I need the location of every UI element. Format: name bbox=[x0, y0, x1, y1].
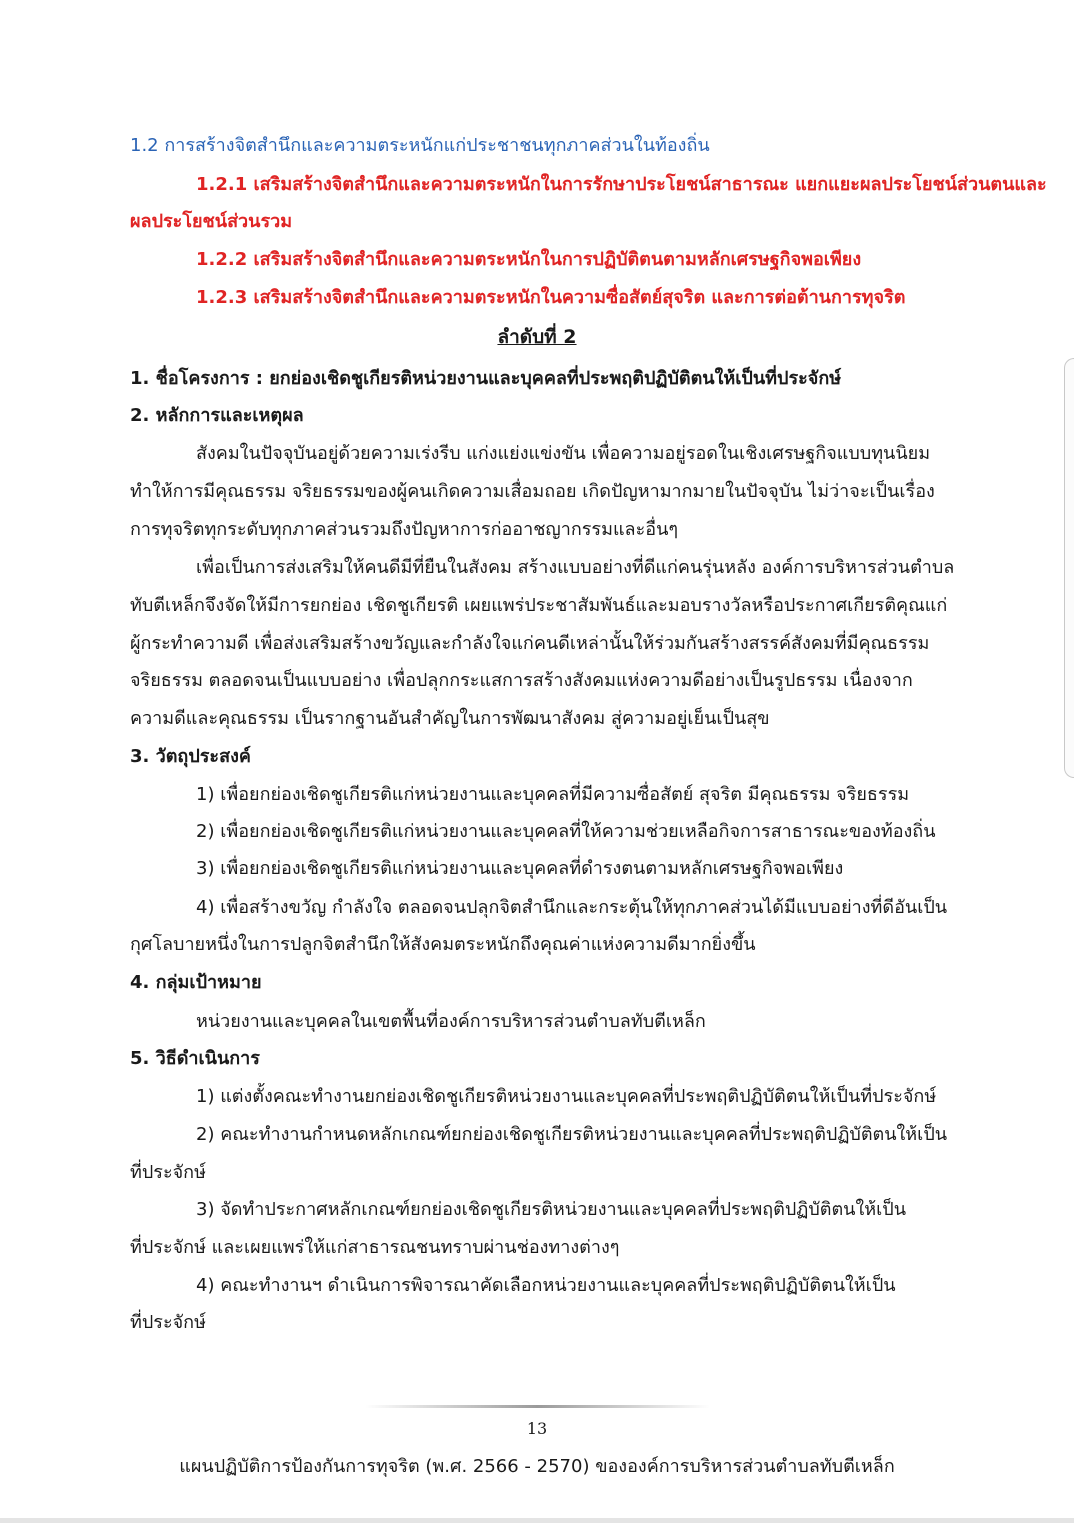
principles-heading: 2. หลักการและเหตุผล bbox=[130, 405, 304, 426]
method-item: 2) คณะทำงานกำหนดหลักเกณฑ์ยกย่องเชิดชูเกียรติหน่วยงานและบุคคลที่ประพฤติปฏิบัติตนให้เป็น bbox=[196, 1124, 948, 1145]
method-item: 1) แต่งตั้งคณะทำงานยกย่องเชิดชูเกียรติหน่วยงานและบุคคลที่ประพฤติปฏิบัติตนให้เป็นที่ประจักษ์ bbox=[196, 1086, 937, 1107]
method-item-cont: ที่ประจักษ์ bbox=[130, 1162, 206, 1183]
subsection-1-2-1-cont: ผลประโยชน์ส่วนรวม bbox=[130, 211, 293, 232]
principles-line: เพื่อเป็นการส่งเสริมให้คนดีมีที่ยืนในสังคม สร้างแบบอย่างที่ดีแก่คนรุ่นหลัง องค์การบริหารส่วนตำบล bbox=[196, 557, 955, 578]
target-heading: 4. กลุ่มเป้าหมาย bbox=[130, 972, 262, 993]
principles-line: ผู้กระทำความดี เพื่อส่งเสริมสร้างขวัญและกำลังใจแก่คนดีเหล่านั้นให้ร่วมกันสร้างสรรค์สังคมที่มีคุณธรรม bbox=[130, 633, 930, 654]
subsection-1-2-1: 1.2.1 เสริมสร้างจิตสำนึกและความตระหนักในการรักษาประโยชน์สาธารณะ แยกแยะผลประโยชน์ส่วนตนและ bbox=[196, 174, 1047, 195]
objective-item: 4) เพื่อสร้างขวัญ กำลังใจ ตลอดจนปลุกจิตสำนึกและกระตุ้นให้ทุกภาคส่วนได้มีแบบอย่างที่ดีอันเป็น bbox=[196, 897, 948, 918]
project-name: 1. ชื่อโครงการ : ยกย่องเชิดชูเกียรติหน่วยงานและบุคคลที่ประพฤติปฏิบัติตนให้เป็นที่ประจักษ์ bbox=[130, 368, 842, 389]
footer-text: แผนปฏิบัติการป้องกันการทุจริต (พ.ศ. 2566 - 2570) ขององค์การบริหารส่วนตำบลทับตีเหล็ก bbox=[179, 1456, 895, 1477]
objectives-heading: 3. วัตถุประสงค์ bbox=[130, 746, 251, 767]
bottom-edge-bar bbox=[0, 1518, 1074, 1523]
page-number: 13 bbox=[526, 1419, 548, 1438]
principles-line: การทุจริตทุกระดับทุกภาคส่วนรวมถึงปัญหาการก่ออาชญากรรมและอื่นๆ bbox=[130, 519, 679, 540]
principles-line: ทำให้การมีคุณธรรม จริยธรรมของผู้คนเกิดความเสื่อมถอย เกิดปัญหามากมายในปัจจุบัน ไม่ว่าจะเป็นเรื่อง bbox=[130, 481, 935, 502]
edge-scroll-handle[interactable] bbox=[1064, 358, 1074, 778]
section-heading: 1.2 การสร้างจิตสำนึกและความตระหนักแก่ประชาชนทุกภาคส่วนในท้องถิ่น bbox=[130, 135, 710, 156]
principles-line: สังคมในปัจจุบันอยู่ด้วยความเร่งรีบ แก่งแย่งแข่งขัน เพื่อความอยู่รอดในเชิงเศรษฐกิจแบบทุนนิยม bbox=[196, 443, 931, 464]
principles-line: จริยธรรม ตลอดจนเป็นแบบอย่าง เพื่อปลุกกระแสการสร้างสังคมแห่งความดีอย่างเป็นรูปธรรม เนื่องจาก bbox=[130, 670, 913, 691]
subsection-1-2-2: 1.2.2 เสริมสร้างจิตสำนึกและความตระหนักในการปฏิบัติตนตามหลักเศรษฐกิจพอเพียง bbox=[196, 249, 862, 270]
method-item-cont: ที่ประจักษ์ และเผยแพร่ให้แก่สาธารณชนทราบผ่านช่องทางต่างๆ bbox=[130, 1237, 620, 1258]
method-item: 4) คณะทำงานฯ ดำเนินการพิจารณาคัดเลือกหน่วยงานและบุคคลที่ประพฤติปฏิบัติตนให้เป็น bbox=[196, 1275, 896, 1296]
footer-divider bbox=[365, 1405, 710, 1408]
target-text: หน่วยงานและบุคคลในเขตพื้นที่องค์การบริหารส่วนตำบลทับตีเหล็ก bbox=[196, 1011, 706, 1032]
objective-item: 1) เพื่อยกย่องเชิดชูเกียรติแก่หน่วยงานและบุคคลที่มีความซื่อสัตย์ สุจริต มีคุณธรรม จริยธรรม bbox=[196, 784, 910, 805]
order-title: ลำดับที่ 2 bbox=[497, 326, 577, 348]
principles-line: ความดีและคุณธรรม เป็นรากฐานอันสำคัญในการพัฒนาสังคม สู่ความอยู่เย็นเป็นสุข bbox=[130, 708, 770, 729]
objective-item: 3) เพื่อยกย่องเชิดชูเกียรติแก่หน่วยงานและบุคคลที่ดำรงตนตามหลักเศรษฐกิจพอเพียง bbox=[196, 858, 844, 879]
method-item: 3) จัดทำประกาศหลักเกณฑ์ยกย่องเชิดชูเกียรติหน่วยงานและบุคคลที่ประพฤติปฏิบัติตนให้เป็น bbox=[196, 1199, 907, 1220]
principles-line: ทับตีเหล็กจึงจัดให้มีการยกย่อง เชิดชูเกียรติ เผยแพร่ประชาสัมพันธ์และมอบรางวัลหรือประกาศเกียรติคุณแก่ bbox=[130, 595, 948, 616]
objective-item: 2) เพื่อยกย่องเชิดชูเกียรติแก่หน่วยงานและบุคคลที่ให้ความช่วยเหลือกิจการสาธารณะของท้องถิ่น bbox=[196, 821, 936, 842]
objective-item-cont: กุศโลบายหนึ่งในการปลูกจิตสำนึกให้สังคมตระหนักถึงคุณค่าแห่งความดีมากยิ่งขึ้น bbox=[130, 934, 756, 955]
methods-heading: 5. วิธีดำเนินการ bbox=[130, 1048, 260, 1069]
subsection-1-2-3: 1.2.3 เสริมสร้างจิตสำนึกและความตระหนักในความซื่อสัตย์สุจริต และการต่อต้านการทุจริต bbox=[196, 287, 906, 308]
method-item-cont: ที่ประจักษ์ bbox=[130, 1312, 206, 1333]
